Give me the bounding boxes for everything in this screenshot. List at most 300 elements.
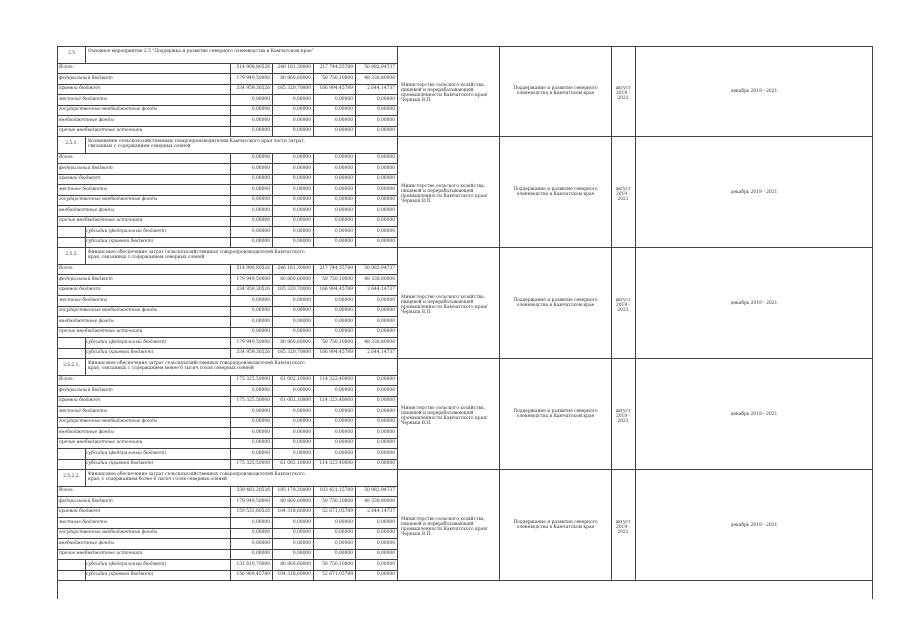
value-cell: 0,00000 xyxy=(251,218,270,224)
value-cell: 334 959,30526 xyxy=(236,86,270,92)
row-label: прочие внебюджетные источники xyxy=(59,218,143,224)
row-label: Всего: xyxy=(59,155,74,161)
row-label: прочие внебюджетные источники xyxy=(59,551,143,557)
column-divider xyxy=(397,358,398,469)
value-cell: 0,00000 xyxy=(376,387,395,393)
row-divider xyxy=(57,559,397,560)
row-divider xyxy=(57,396,397,397)
row-divider xyxy=(57,216,397,217)
value-cell: 80 860,60000 xyxy=(280,339,311,345)
value-cell: 131 610,70000 xyxy=(236,561,270,567)
value-cell: 0,00000 xyxy=(292,297,311,303)
column-divider xyxy=(272,264,273,359)
value-cell: 0,00000 xyxy=(334,117,353,123)
value-cell: 0,00000 xyxy=(376,530,395,536)
value-cell: 114 323,40000 xyxy=(319,398,353,404)
row-divider xyxy=(57,285,397,286)
value-cell: 48 338,80000 xyxy=(364,498,395,504)
value-cell: 0,00000 xyxy=(251,186,270,192)
section-bottom-border xyxy=(57,469,872,470)
value-cell: 0,00000 xyxy=(376,228,395,234)
column-divider xyxy=(230,63,231,137)
row-divider xyxy=(57,507,397,508)
value-cell: 165 320,70000 xyxy=(277,287,311,293)
row-label: Всего: xyxy=(59,266,74,272)
column-divider xyxy=(355,375,356,470)
subrow-indent-divider xyxy=(85,448,86,459)
subrow-indent-divider xyxy=(85,337,86,348)
value-cell: 2 644,14737 xyxy=(367,86,395,92)
row-divider xyxy=(57,126,397,127)
value-cell: 2 644,14737 xyxy=(367,509,395,515)
value-cell: 165 320,70000 xyxy=(277,350,311,356)
value-cell: 0,00000 xyxy=(292,408,311,414)
value-cell: 114 323,40000 xyxy=(319,461,353,467)
value-cell: 0,00000 xyxy=(292,207,311,213)
column-divider xyxy=(272,486,273,581)
row-label: прочие внебюджетные источники xyxy=(59,440,143,446)
row-label: субсидии (краевой бюджет) xyxy=(86,461,154,467)
value-cell: 0,00000 xyxy=(334,239,353,245)
value-cell: 179 949,50000 xyxy=(236,498,270,504)
value-cell: 0,00000 xyxy=(334,419,353,425)
value-cell: 0,00000 xyxy=(292,228,311,234)
value-cell: 166 994,45789 xyxy=(319,86,353,92)
row-label: краевой бюджет xyxy=(59,176,101,182)
row-label: Всего: xyxy=(59,377,74,383)
value-cell: 0,00000 xyxy=(292,239,311,245)
value-cell: 0,00000 xyxy=(251,318,270,324)
row-divider xyxy=(57,184,397,185)
value-cell: 50 982,94737 xyxy=(364,266,395,272)
subrow-indent-divider xyxy=(85,559,86,570)
value-cell: 0,00000 xyxy=(376,197,395,203)
value-cell: 0,00000 xyxy=(334,408,353,414)
value-cell: 165 320,70000 xyxy=(277,86,311,92)
section-title: Основное мероприятие 2.5 "Поддержка и развитие северного оленеводства в Камчатском крае" xyxy=(88,48,314,54)
value-cell: 0,00000 xyxy=(292,96,311,102)
value-cell: 0,00000 xyxy=(376,572,395,578)
column-divider xyxy=(635,46,636,136)
row-label: прочие внебюджетные источники xyxy=(59,128,143,134)
section-header-divider xyxy=(57,153,397,154)
executor-cell: Министерство сельского хозяйства, пищевой и перерабатывающей промышленности Камчатского края/Черныш В.П. xyxy=(401,405,488,426)
value-cell: 61 002,10000 xyxy=(280,461,311,467)
value-cell: 334 959,30526 xyxy=(236,287,270,293)
value-cell: 0,00000 xyxy=(251,155,270,161)
value-cell: 0,00000 xyxy=(376,207,395,213)
row-label: государственные внебюджетные фонды xyxy=(59,308,158,314)
value-cell: 0,00000 xyxy=(251,107,270,113)
value-cell: 114 323,40000 xyxy=(319,377,353,383)
row-divider xyxy=(57,73,397,74)
value-cell: 0,00000 xyxy=(376,519,395,525)
column-divider xyxy=(272,63,273,137)
value-cell: 61 002,10000 xyxy=(280,398,311,404)
row-divider xyxy=(57,517,397,518)
row-divider xyxy=(57,427,397,428)
row-label: местные бюджеты xyxy=(59,519,107,525)
value-cell: 0,00000 xyxy=(251,228,270,234)
value-cell: 0,00000 xyxy=(334,297,353,303)
subrow-indent-divider xyxy=(85,348,86,359)
row-divider xyxy=(57,295,397,296)
value-cell: 0,00000 xyxy=(334,218,353,224)
row-label: внебюджетные фонды xyxy=(59,429,114,435)
value-cell: 0,00000 xyxy=(292,440,311,446)
column-divider xyxy=(230,264,231,359)
value-cell: 0,00000 xyxy=(376,239,395,245)
value-cell: 0,00000 xyxy=(334,540,353,546)
value-cell: 104 318,60000 xyxy=(277,509,311,515)
value-cell: 0,00000 xyxy=(334,519,353,525)
code-column-divider xyxy=(85,136,86,153)
row-divider xyxy=(57,163,397,164)
row-divider xyxy=(57,274,397,275)
section-bottom-border xyxy=(57,136,872,137)
row-label: федеральный бюджет xyxy=(59,75,113,81)
row-label: субсидии (краевой бюджет) xyxy=(86,572,154,578)
value-cell: 0,00000 xyxy=(292,318,311,324)
column-divider xyxy=(355,63,356,137)
end-date-cell: декабрь 2019 - 2021 xyxy=(730,522,778,528)
executor-cell: Министерство сельского хозяйства, пищевой и перерабатывающей промышленности Камчатского края/Черныш В.П. xyxy=(401,183,488,204)
value-cell: 0,00000 xyxy=(376,419,395,425)
value-cell: 0,00000 xyxy=(376,176,395,182)
value-cell: 0,00000 xyxy=(376,408,395,414)
start-date-cell: август 2019 - 2021 xyxy=(615,519,631,535)
value-cell: 2 644,14737 xyxy=(367,350,395,356)
row-label: федеральный бюджет xyxy=(59,165,113,171)
row-label: Всего: xyxy=(59,65,74,71)
value-cell: 0,00000 xyxy=(292,186,311,192)
row-label: местные бюджеты xyxy=(59,96,107,102)
value-cell: 0,00000 xyxy=(251,387,270,393)
value-cell: 0,00000 xyxy=(292,540,311,546)
value-cell: 166 994,45789 xyxy=(319,350,353,356)
code-column-divider xyxy=(85,247,86,264)
row-divider xyxy=(57,406,397,407)
value-cell: 0,00000 xyxy=(334,128,353,134)
value-cell: 0,00000 xyxy=(292,387,311,393)
row-divider xyxy=(57,195,397,196)
section-header-divider xyxy=(57,486,397,487)
start-date-cell: август 2019 - 2021 xyxy=(615,86,631,101)
row-divider xyxy=(57,306,397,307)
table-top-border xyxy=(57,46,872,47)
value-cell: 0,00000 xyxy=(251,117,270,123)
table-right-border xyxy=(872,46,873,599)
row-label: краевой бюджет xyxy=(59,287,101,293)
column-divider xyxy=(499,136,500,247)
value-cell: 0,00000 xyxy=(334,329,353,335)
value-cell: 0,00000 xyxy=(292,176,311,182)
column-divider xyxy=(635,247,636,358)
value-cell: 0,00000 xyxy=(251,519,270,525)
row-label: субсидии (краевой бюджет) xyxy=(86,239,154,245)
value-cell: 175 325,50000 xyxy=(236,461,270,467)
value-cell: 246 181,30000 xyxy=(277,266,311,272)
end-date-cell: декабрь 2019 - 2021 xyxy=(730,89,778,94)
value-cell: 185 179,20000 xyxy=(277,488,311,494)
row-divider xyxy=(57,316,397,317)
row-divider xyxy=(57,94,397,95)
value-cell: 103 421,15789 xyxy=(319,488,353,494)
section-title: Финансовое обеспечение затрат сельскохозяйственных товаропроизводителей Камчатского края, связанных с содержанием менее 6 тысяч голов северных оленей xyxy=(88,360,305,371)
row-label: Всего: xyxy=(59,488,74,494)
column-divider xyxy=(499,46,500,136)
section-code: 2.5 xyxy=(68,51,75,56)
row-label: местные бюджеты xyxy=(59,186,107,192)
row-divider xyxy=(57,327,397,328)
row-divider xyxy=(57,205,397,206)
value-cell: 175 325,50000 xyxy=(236,377,270,383)
value-cell: 0,00000 xyxy=(376,398,395,404)
value-cell: 217 744,55789 xyxy=(319,65,353,71)
row-label: государственные внебюджетные фонды xyxy=(59,107,158,113)
value-cell: 514 908,80526 xyxy=(236,266,270,272)
row-label: федеральный бюджет xyxy=(59,276,113,282)
row-divider xyxy=(57,348,397,349)
section-title: Финансовое обеспечение затрат сельскохозяйственных товаропроизводителей Камчатского края, с содержанием более 6 тысяч голов северных оленей xyxy=(88,471,305,482)
value-cell: 156 969,45789 xyxy=(236,572,270,578)
value-cell: 0,00000 xyxy=(251,297,270,303)
row-label: субсидии (федеральный бюджет) xyxy=(86,228,167,234)
row-label: местные бюджеты xyxy=(59,408,107,414)
value-cell: 0,00000 xyxy=(251,440,270,446)
column-divider xyxy=(397,46,398,136)
value-cell: 0,00000 xyxy=(334,308,353,314)
value-cell: 0,00000 xyxy=(376,186,395,192)
row-label: субсидии (федеральный бюджет) xyxy=(86,561,167,567)
value-cell: 0,00000 xyxy=(251,429,270,435)
row-label: внебюджетные фонды xyxy=(59,318,114,324)
section-bottom-border xyxy=(57,247,872,248)
value-cell: 0,00000 xyxy=(376,551,395,557)
column-divider xyxy=(635,358,636,469)
column-divider xyxy=(499,469,500,580)
value-cell: 0,00000 xyxy=(334,318,353,324)
row-divider xyxy=(57,226,397,227)
section-header-divider xyxy=(57,375,397,376)
row-divider xyxy=(57,496,397,497)
column-divider xyxy=(313,153,314,248)
row-divider xyxy=(57,438,397,439)
value-cell: 52 671,05789 xyxy=(322,572,353,578)
value-cell: 0,00000 xyxy=(334,96,353,102)
section-header-divider xyxy=(57,264,397,265)
value-cell: 80 860,60000 xyxy=(280,561,311,567)
start-date-cell: август 2019 - 2021 xyxy=(615,408,631,424)
value-cell: 0,00000 xyxy=(376,218,395,224)
value-cell: 339 483,20526 xyxy=(236,488,270,494)
budget-table xyxy=(57,46,872,599)
column-divider xyxy=(499,247,500,358)
section-bottom-border xyxy=(57,358,872,359)
goal-cell: Поддержание и развитие северного оленеводства в Камчатском крае xyxy=(513,519,598,530)
value-cell: 50 750,10000 xyxy=(322,498,353,504)
row-label: федеральный бюджет xyxy=(59,498,113,504)
value-cell: 0,00000 xyxy=(292,218,311,224)
value-cell: 50 750,10000 xyxy=(322,561,353,567)
column-divider xyxy=(397,247,398,358)
row-divider xyxy=(57,385,397,386)
value-cell: 0,00000 xyxy=(292,155,311,161)
value-cell: 61 002,10000 xyxy=(280,377,311,383)
value-cell: 0,00000 xyxy=(334,551,353,557)
value-cell: 0,00000 xyxy=(292,165,311,171)
value-cell: 0,00000 xyxy=(251,197,270,203)
column-divider xyxy=(355,486,356,581)
value-cell: 159 533,80526 xyxy=(236,509,270,515)
column-divider xyxy=(635,469,636,580)
value-cell: 0,00000 xyxy=(334,207,353,213)
value-cell: 0,00000 xyxy=(376,329,395,335)
value-cell: 0,00000 xyxy=(292,551,311,557)
value-cell: 0,00000 xyxy=(334,107,353,113)
column-divider xyxy=(272,153,273,248)
start-date-cell: август 2019 - 2021 xyxy=(615,186,631,202)
value-cell: 0,00000 xyxy=(376,96,395,102)
row-divider xyxy=(57,417,397,418)
column-divider xyxy=(499,358,500,469)
value-cell: 0,00000 xyxy=(376,429,395,435)
value-cell: 0,00000 xyxy=(376,561,395,567)
value-cell: 0,00000 xyxy=(376,540,395,546)
row-label: субсидии (федеральный бюджет) xyxy=(86,450,167,456)
column-divider xyxy=(230,153,231,248)
value-cell: 0,00000 xyxy=(376,377,395,383)
value-cell: 0,00000 xyxy=(292,117,311,123)
value-cell: 0,00000 xyxy=(292,329,311,335)
value-cell: 0,00000 xyxy=(292,308,311,314)
value-cell: 0,00000 xyxy=(251,329,270,335)
subrow-indent-divider xyxy=(85,226,86,237)
value-cell: 0,00000 xyxy=(292,530,311,536)
value-cell: 0,00000 xyxy=(376,440,395,446)
value-cell: 0,00000 xyxy=(292,128,311,134)
row-label: внебюджетные фонды xyxy=(59,540,114,546)
goal-cell: Поддержание и развитие северного оленеводства в Камчатском крае xyxy=(513,86,598,96)
goal-cell: Поддержание и развитие северного оленеводства в Камчатском крае xyxy=(513,186,598,197)
value-cell: 50 750,10000 xyxy=(322,75,353,81)
subrow-indent-divider xyxy=(85,459,86,470)
end-date-cell: декабрь 2019 - 2021 xyxy=(730,411,778,417)
value-cell: 0,00000 xyxy=(251,128,270,134)
executor-cell: Министерство сельского хозяйства, пищевой и перерабатывающей промышленности Камчатского края/Черныш В.П. xyxy=(401,83,488,103)
value-cell: 0,00000 xyxy=(251,540,270,546)
value-cell: 0,00000 xyxy=(292,519,311,525)
row-label: краевой бюджет xyxy=(59,86,101,92)
column-divider xyxy=(230,375,231,470)
value-cell: 50 750,10000 xyxy=(322,339,353,345)
value-cell: 0,00000 xyxy=(334,429,353,435)
column-divider xyxy=(313,486,314,581)
executor-cell: Министерство сельского хозяйства, пищевой и перерабатывающей промышленности Камчатского края/Черныш В.П. xyxy=(401,516,488,537)
row-divider xyxy=(57,84,397,85)
section-header-divider xyxy=(57,63,397,64)
value-cell: 0,00000 xyxy=(334,530,353,536)
row-divider xyxy=(57,174,397,175)
row-label: государственные внебюджетные фонды xyxy=(59,419,158,425)
value-cell: 0,00000 xyxy=(292,107,311,113)
column-divider xyxy=(355,153,356,248)
goal-cell: Поддержание и развитие северного оленеводства в Камчатском крае xyxy=(513,297,598,308)
value-cell: 104 318,60000 xyxy=(277,572,311,578)
row-divider xyxy=(57,237,397,238)
row-divider xyxy=(57,538,397,539)
column-divider xyxy=(355,264,356,359)
end-date-cell: декабрь 2019 - 2021 xyxy=(730,189,778,195)
row-label: внебюджетные фонды xyxy=(59,117,114,123)
row-label: государственные внебюджетные фонды xyxy=(59,197,158,203)
value-cell: 0,00000 xyxy=(376,461,395,467)
value-cell: 50 982,94737 xyxy=(364,488,395,494)
code-column-divider xyxy=(85,469,86,486)
value-cell: 0,00000 xyxy=(376,117,395,123)
value-cell: 0,00000 xyxy=(292,197,311,203)
value-cell: 80 860,60000 xyxy=(280,75,311,81)
section-title: Возмещение сельскохозяйственным товаропроизводителям Камчатского края части затрат, связанных с содержанием северных оленей xyxy=(88,138,306,149)
value-cell: 0,00000 xyxy=(251,450,270,456)
row-label: государственные внебюджетные фонды xyxy=(59,530,158,536)
value-cell: 80 860,60000 xyxy=(280,276,311,282)
row-divider xyxy=(57,549,397,550)
value-cell: 0,00000 xyxy=(292,419,311,425)
value-cell: 514 908,80526 xyxy=(236,65,270,71)
value-cell: 0,00000 xyxy=(334,228,353,234)
row-label: субсидии (краевой бюджет) xyxy=(86,350,154,356)
value-cell: 48 338,80000 xyxy=(364,75,395,81)
value-cell: 179 949,50000 xyxy=(236,75,270,81)
value-cell: 0,00000 xyxy=(376,155,395,161)
row-divider xyxy=(57,570,397,571)
value-cell: 0,00000 xyxy=(334,176,353,182)
value-cell: 175 325,50000 xyxy=(236,398,270,404)
row-label: федеральный бюджет xyxy=(59,387,113,393)
value-cell: 48 338,80000 xyxy=(364,339,395,345)
column-divider xyxy=(313,264,314,359)
value-cell: 0,00000 xyxy=(251,419,270,425)
section-code: 2.5.2.1. xyxy=(63,363,80,368)
row-label: прочие внебюджетные источники xyxy=(59,329,143,335)
value-cell: 179 949,50000 xyxy=(236,276,270,282)
value-cell: 2 644,14737 xyxy=(367,287,395,293)
column-divider xyxy=(313,63,314,137)
row-divider xyxy=(57,528,397,529)
value-cell: 0,00000 xyxy=(376,165,395,171)
value-cell: 0,00000 xyxy=(334,450,353,456)
section-code: 2.5.2. xyxy=(65,252,78,257)
row-label: субсидии (федеральный бюджет) xyxy=(86,339,167,345)
value-cell: 50 750,10000 xyxy=(322,276,353,282)
value-cell: 0,00000 xyxy=(334,165,353,171)
value-cell: 0,00000 xyxy=(376,107,395,113)
value-cell: 0,00000 xyxy=(334,197,353,203)
column-divider xyxy=(635,136,636,247)
goal-cell: Поддержание и развитие северного оленеводства в Камчатском крае xyxy=(513,408,598,419)
value-cell: 0,00000 xyxy=(334,387,353,393)
section-bottom-border xyxy=(57,580,872,581)
value-cell: 0,00000 xyxy=(376,128,395,134)
value-cell: 0,00000 xyxy=(251,239,270,245)
value-cell: 0,00000 xyxy=(251,207,270,213)
row-divider xyxy=(57,459,397,460)
section-title: Финансовое обеспечение затрат сельскохозяйственных товаропроизводителей Камчатского края, связанных с содержанием северных оленей xyxy=(88,249,305,260)
value-cell: 0,00000 xyxy=(251,165,270,171)
value-cell: 48 338,80000 xyxy=(364,276,395,282)
executor-cell: Министерство сельского хозяйства, пищевой и перерабатывающей промышленности Камчатского края/Черныш В.П. xyxy=(401,294,488,315)
